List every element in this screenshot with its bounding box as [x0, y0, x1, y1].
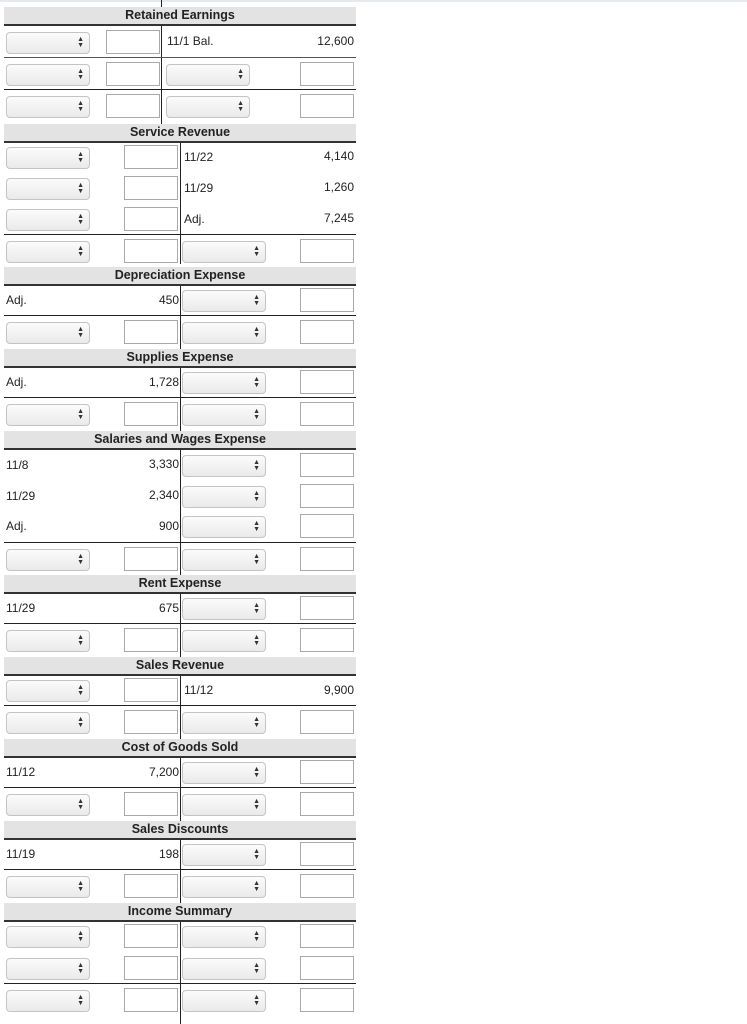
- debit-balance-input[interactable]: [124, 874, 178, 898]
- credit-balance-select[interactable]: [166, 96, 250, 118]
- debit-label: 11/12: [6, 765, 36, 779]
- total-line: [4, 705, 356, 706]
- total-line: [4, 89, 356, 90]
- chevron-up-down-icon: ▲ ▼: [77, 151, 84, 164]
- credit-balance-input[interactable]: [300, 874, 354, 898]
- credit-amount-input[interactable]: [300, 62, 354, 86]
- credit-amount-input[interactable]: [300, 288, 354, 312]
- debit-balance-input[interactable]: [124, 402, 178, 426]
- chevron-up-down-icon: ▲ ▼: [77, 798, 84, 811]
- chevron-up-down-icon: ▲ ▼: [253, 962, 260, 975]
- debit-balance-select[interactable]: [6, 630, 90, 652]
- t-account-service-revenue: [4, 124, 356, 264]
- debit-balance-input[interactable]: [124, 320, 178, 344]
- chevron-up-down-icon: ▲ ▼: [253, 798, 260, 811]
- debit-amount: 1,728: [148, 375, 179, 389]
- debit-balance-select[interactable]: [6, 876, 90, 898]
- credit-date-select[interactable]: [182, 372, 266, 394]
- total-line: [4, 234, 356, 235]
- credit-amount: 9,900: [323, 683, 354, 697]
- debit-label: 11/8: [6, 458, 29, 472]
- debit-label: 11/29: [6, 489, 36, 503]
- chevron-up-down-icon: ▲ ▼: [77, 68, 84, 81]
- credit-balance-input[interactable]: [300, 239, 354, 263]
- credit-balance-input[interactable]: [300, 792, 354, 816]
- credit-label: 11/22: [184, 150, 214, 164]
- credit-date-select[interactable]: [166, 64, 250, 86]
- t-account-divider: [180, 366, 181, 431]
- credit-date-select[interactable]: [182, 598, 266, 620]
- row-line: [4, 57, 356, 58]
- credit-date-select[interactable]: [182, 958, 266, 980]
- chevron-up-down-icon: ▲ ▼: [77, 36, 84, 49]
- debit-amount: 900: [158, 519, 179, 533]
- credit-amount-input[interactable]: [300, 370, 354, 394]
- credit-balance-select[interactable]: [182, 876, 266, 898]
- chevron-up-down-icon: ▲ ▼: [237, 100, 244, 113]
- credit-amount: 1,260: [323, 180, 354, 194]
- total-line: [4, 315, 356, 316]
- credit-balance-select[interactable]: [182, 404, 266, 426]
- debit-balance-select[interactable]: [6, 241, 90, 263]
- credit-balance-input[interactable]: [300, 402, 354, 426]
- credit-amount-input[interactable]: [300, 924, 354, 948]
- credit-balance-select[interactable]: [182, 241, 266, 263]
- credit-label: Adj.: [184, 212, 205, 226]
- chevron-up-down-icon: ▲ ▼: [77, 213, 84, 226]
- credit-amount: 12,600: [317, 34, 354, 48]
- credit-date-select[interactable]: [182, 290, 266, 312]
- t-account-sales-revenue: [4, 657, 356, 739]
- credit-date-select[interactable]: [182, 926, 266, 948]
- debit-amount-input[interactable]: [124, 207, 178, 231]
- account-title: Sales Revenue: [4, 657, 356, 676]
- chevron-up-down-icon: ▲ ▼: [77, 716, 84, 729]
- debit-balance-input[interactable]: [106, 94, 160, 118]
- credit-date-select[interactable]: [182, 486, 266, 508]
- credit-balance-input[interactable]: [300, 320, 354, 344]
- credit-amount: 7,245: [323, 211, 354, 225]
- credit-label: 11/12: [184, 683, 214, 697]
- debit-balance-select[interactable]: [6, 96, 90, 118]
- debit-date-select[interactable]: [6, 680, 90, 702]
- debit-date-select[interactable]: [6, 926, 90, 948]
- debit-amount-input[interactable]: [106, 30, 160, 54]
- debit-amount-input[interactable]: [106, 62, 160, 86]
- credit-balance-input[interactable]: [300, 628, 354, 652]
- debit-label: 11/19: [6, 847, 36, 861]
- debit-amount-input[interactable]: [124, 678, 178, 702]
- debit-balance-select[interactable]: [6, 404, 90, 426]
- debit-label: Adj.: [6, 519, 27, 533]
- credit-date-select[interactable]: [182, 762, 266, 784]
- credit-amount-input[interactable]: [300, 956, 354, 980]
- t-account-sales-discounts: [4, 821, 356, 903]
- t-account-divider: [180, 920, 181, 1024]
- debit-amount: 450: [158, 293, 179, 307]
- credit-date-select[interactable]: [182, 844, 266, 866]
- credit-amount: 4,140: [323, 149, 354, 163]
- chevron-up-down-icon: ▲ ▼: [253, 490, 260, 503]
- chevron-up-down-icon: ▲ ▼: [253, 408, 260, 421]
- t-account-divider: [180, 756, 181, 821]
- debit-amount-input[interactable]: [124, 176, 178, 200]
- credit-date-select[interactable]: [182, 455, 266, 477]
- chevron-up-down-icon: ▲ ▼: [253, 520, 260, 533]
- chevron-up-down-icon: ▲ ▼: [253, 930, 260, 943]
- chevron-up-down-icon: ▲ ▼: [77, 634, 84, 647]
- total-line: [4, 623, 356, 624]
- credit-amount-input[interactable]: [300, 453, 354, 477]
- credit-balance-input[interactable]: [300, 710, 354, 734]
- t-account-divider: [180, 674, 181, 739]
- total-line: [4, 542, 356, 543]
- credit-balance-select[interactable]: [182, 712, 266, 734]
- debit-date-select[interactable]: [6, 64, 90, 86]
- debit-balance-select[interactable]: [6, 712, 90, 734]
- debit-balance-input[interactable]: [124, 628, 178, 652]
- account-title: Cost of Goods Sold: [4, 739, 356, 758]
- debit-amount-input[interactable]: [124, 924, 178, 948]
- debit-date-select[interactable]: [6, 178, 90, 200]
- chevron-up-down-icon: ▲ ▼: [253, 459, 260, 472]
- chevron-up-down-icon: ▲ ▼: [253, 634, 260, 647]
- debit-amount: 7,200: [148, 765, 179, 779]
- credit-balance-select[interactable]: [182, 990, 266, 1012]
- chevron-up-down-icon: ▲ ▼: [253, 716, 260, 729]
- chevron-up-down-icon: ▲ ▼: [253, 245, 260, 258]
- credit-amount-input[interactable]: [300, 484, 354, 508]
- chevron-up-down-icon: ▲ ▼: [237, 68, 244, 81]
- chevron-up-down-icon: ▲ ▼: [253, 376, 260, 389]
- debit-balance-input[interactable]: [124, 792, 178, 816]
- credit-balance-input[interactable]: [300, 547, 354, 571]
- debit-label: Adj.: [6, 375, 27, 389]
- credit-balance-input[interactable]: [300, 988, 354, 1012]
- credit-balance-select[interactable]: [182, 549, 266, 571]
- total-line: [4, 983, 356, 984]
- t-account-supplies-expense: [4, 349, 356, 431]
- chevron-up-down-icon: ▲ ▼: [253, 766, 260, 779]
- chevron-up-down-icon: ▲ ▼: [77, 684, 84, 697]
- debit-amount: 675: [158, 601, 179, 615]
- credit-amount-input[interactable]: [300, 760, 354, 784]
- chevron-up-down-icon: ▲ ▼: [253, 602, 260, 615]
- t-account-cost-of-goods-sold: [4, 739, 356, 821]
- debit-balance-select[interactable]: [6, 549, 90, 571]
- account-title: Retained Earnings: [4, 7, 356, 26]
- chevron-up-down-icon: ▲ ▼: [77, 326, 84, 339]
- debit-amount: 198: [158, 847, 179, 861]
- chevron-up-down-icon: ▲ ▼: [77, 994, 84, 1007]
- t-account-retained-earnings: [4, 0, 356, 124]
- chevron-up-down-icon: ▲ ▼: [253, 553, 260, 566]
- debit-amount-input[interactable]: [124, 145, 178, 169]
- total-line: [4, 787, 356, 788]
- total-line: [4, 869, 356, 870]
- account-title: Service Revenue: [4, 124, 356, 143]
- total-line: [4, 397, 356, 398]
- debit-date-select[interactable]: [6, 32, 90, 54]
- t-account-divider: [180, 448, 181, 576]
- credit-amount-input[interactable]: [300, 596, 354, 620]
- debit-balance-input[interactable]: [124, 547, 178, 571]
- debit-date-select[interactable]: [6, 209, 90, 231]
- chevron-up-down-icon: ▲ ▼: [253, 294, 260, 307]
- debit-balance-input[interactable]: [124, 239, 178, 263]
- account-title: Salaries and Wages Expense: [4, 431, 356, 450]
- account-title: Depreciation Expense: [4, 267, 356, 286]
- debit-balance-input[interactable]: [124, 710, 178, 734]
- debit-date-select[interactable]: [6, 147, 90, 169]
- t-account-divider: [180, 140, 181, 264]
- chevron-up-down-icon: ▲ ▼: [253, 848, 260, 861]
- debit-label: Adj.: [6, 293, 27, 307]
- t-account-income-summary: [4, 903, 356, 1024]
- t-account-divider: [180, 592, 181, 657]
- account-title: Income Summary: [4, 903, 356, 922]
- credit-amount-input[interactable]: [300, 514, 354, 538]
- chevron-up-down-icon: ▲ ▼: [77, 100, 84, 113]
- chevron-up-down-icon: ▲ ▼: [77, 962, 84, 975]
- debit-balance-input[interactable]: [124, 988, 178, 1012]
- chevron-up-down-icon: ▲ ▼: [253, 326, 260, 339]
- debit-amount: 3,330: [148, 457, 179, 471]
- debit-balance-select[interactable]: [6, 990, 90, 1012]
- chevron-up-down-icon: ▲ ▼: [77, 245, 84, 258]
- credit-balance-select[interactable]: [182, 794, 266, 816]
- debit-balance-select[interactable]: [6, 794, 90, 816]
- t-account-rent-expense: [4, 575, 356, 657]
- chevron-up-down-icon: ▲ ▼: [77, 880, 84, 893]
- chevron-up-down-icon: ▲ ▼: [77, 930, 84, 943]
- t-account-divider: [180, 284, 181, 349]
- t-account-divider: [180, 838, 181, 903]
- chevron-up-down-icon: ▲ ▼: [253, 994, 260, 1007]
- debit-amount: 2,340: [148, 488, 179, 502]
- chevron-up-down-icon: ▲ ▼: [77, 182, 84, 195]
- credit-balance-select[interactable]: [182, 322, 266, 344]
- chevron-up-down-icon: ▲ ▼: [253, 880, 260, 893]
- t-account-depreciation-expense: [4, 267, 356, 349]
- credit-balance-select[interactable]: [182, 630, 266, 652]
- chevron-up-down-icon: ▲ ▼: [77, 408, 84, 421]
- debit-date-select[interactable]: [6, 958, 90, 980]
- account-title: Sales Discounts: [4, 821, 356, 840]
- credit-balance-input[interactable]: [300, 94, 354, 118]
- account-title: Supplies Expense: [4, 349, 356, 368]
- credit-label: 11/29: [184, 181, 214, 195]
- credit-label: 11/1 Bal.: [167, 34, 214, 48]
- credit-date-select[interactable]: [182, 516, 266, 538]
- debit-balance-select[interactable]: [6, 322, 90, 344]
- debit-label: 11/29: [6, 601, 36, 615]
- t-account-salaries-wages-expense: [4, 431, 356, 576]
- chevron-up-down-icon: ▲ ▼: [77, 553, 84, 566]
- account-title: Rent Expense: [4, 575, 356, 594]
- credit-amount-input[interactable]: [300, 842, 354, 866]
- debit-amount-input[interactable]: [124, 956, 178, 980]
